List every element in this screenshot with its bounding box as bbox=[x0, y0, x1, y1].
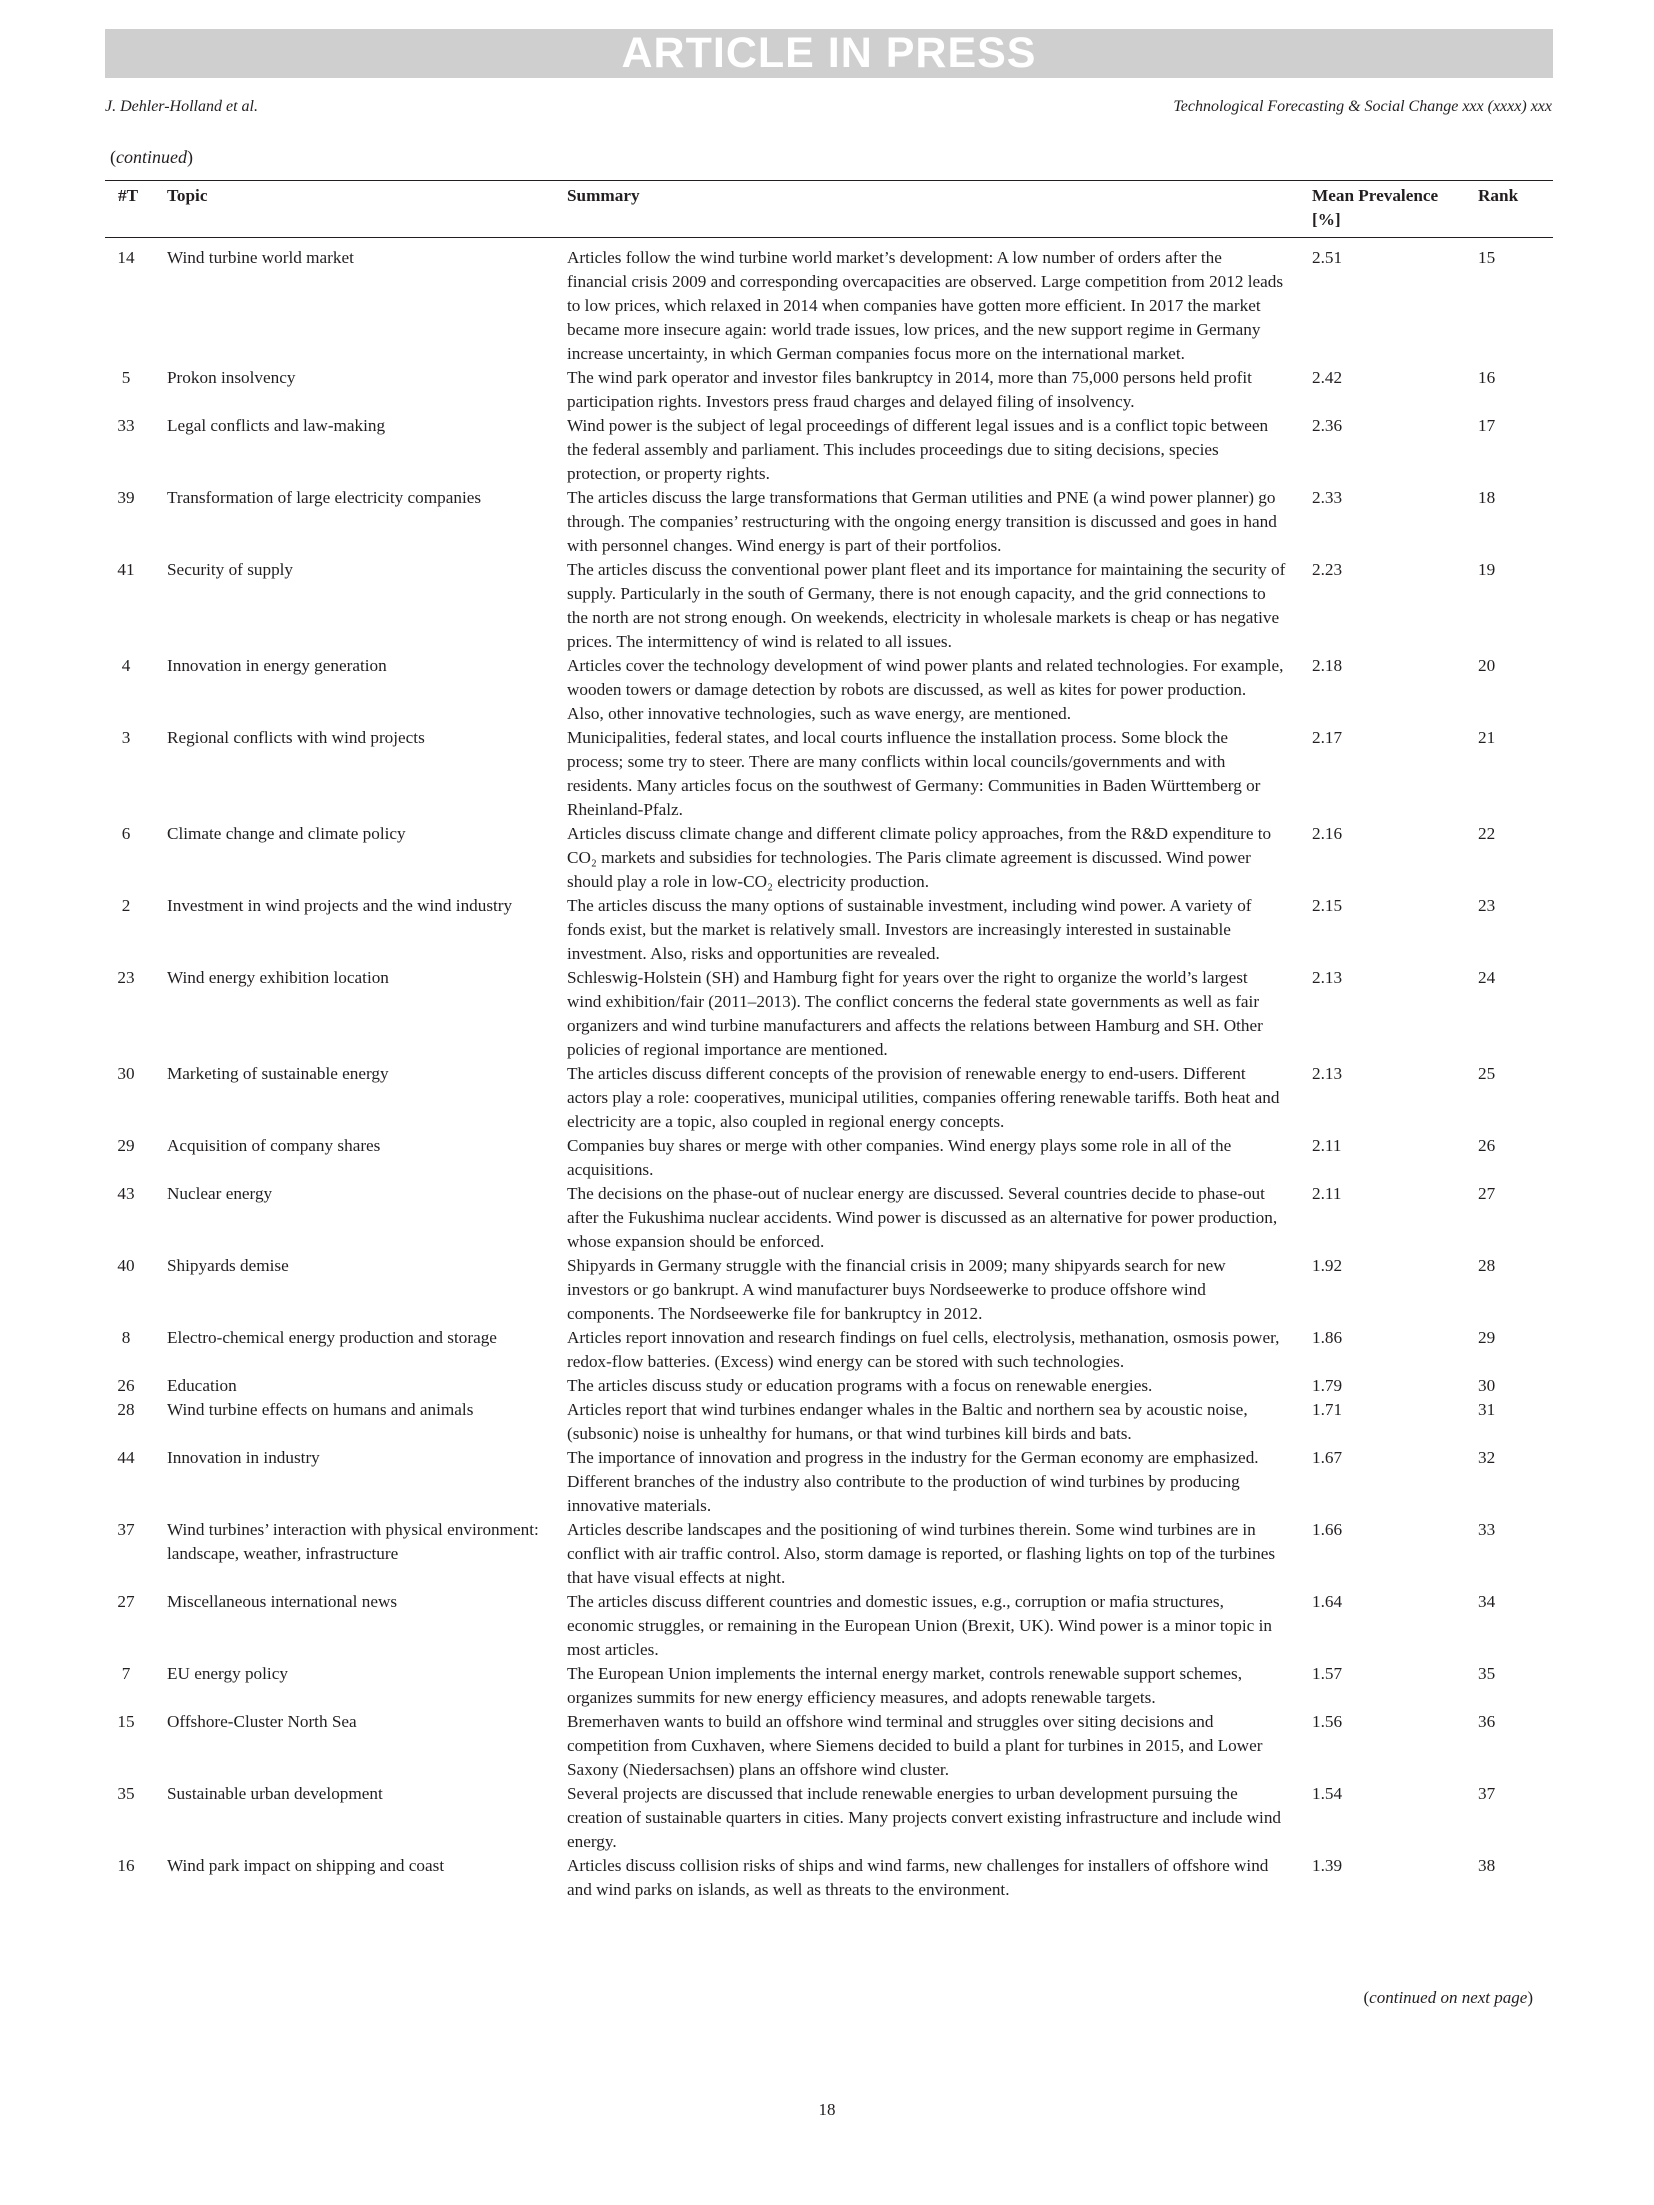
header-id: #T bbox=[117, 186, 139, 205]
cell-topic-name: Security of supply bbox=[167, 560, 294, 579]
cell-mean-prevalence: 2.11 bbox=[1312, 1184, 1342, 1203]
cell-rank: 19 bbox=[1478, 560, 1496, 579]
cell-topic-name: Offshore-Cluster North Sea bbox=[167, 1712, 357, 1731]
cell-summary: Shipyards in Germany struggle with the financial crisis in 2009; many shipyards search for new investors or go bankrupt. A wind manufacturer buys Nordseewerke to produce offshore wind components. The Nordseewerke file for bankruptcy in 2012. bbox=[567, 1256, 1226, 1323]
cell-topic-name: Miscellaneous international news bbox=[167, 1592, 398, 1611]
cell-rank: 22 bbox=[1478, 824, 1496, 843]
cell-topic-id: 40 bbox=[117, 1256, 135, 1275]
table-row bbox=[105, 1398, 1553, 1446]
cell-topic-name: Wind turbine world market bbox=[167, 248, 354, 267]
table-row bbox=[105, 238, 1553, 367]
cell-summary: Articles discuss collision risks of ships and wind farms, new challenges for installers of offshore wind and wind parks on islands, as well as threats to the environment. bbox=[567, 1856, 1269, 1899]
continued-on-next-page: (continued on next page) bbox=[1363, 1988, 1533, 2007]
cell-topic-id: 8 bbox=[121, 1328, 131, 1347]
cell-topic-id: 28 bbox=[117, 1400, 135, 1419]
cell-mean-prevalence: 2.42 bbox=[1312, 368, 1343, 387]
cell-mean-prevalence: 2.18 bbox=[1312, 656, 1343, 675]
table-header-row bbox=[105, 181, 1553, 238]
cell-summary: Articles discuss climate change and different climate policy approaches, from the R&D expenditure to CO₂ markets and subsidies for technologies. The Paris climate agreement is discussed. Wind power should play a role in low-CO₂ electricity production. bbox=[567, 824, 1272, 891]
cell-rank: 37 bbox=[1478, 1784, 1496, 1803]
cell-summary: Articles follow the wind turbine world market’s development: A low number of orders after the financial crisis 2009 and corresponding overcapacities are observed. Large competition from 2012 leads to low prices, which relaxed in 2014 when companies have gotten more efficient. In 2017 the market became more insecure again: world trade issues, low prices, and the new support regime in Germany increase uncertainty, in which German companies focus more on the international market. bbox=[567, 248, 1284, 363]
header-rank: Rank bbox=[1478, 186, 1519, 205]
cell-topic-name: Innovation in energy generation bbox=[167, 656, 387, 675]
cell-summary: Articles cover the technology development of wind power plants and related technologies. For example, wooden towers or damage detection by robots are discussed, as well as kites for power production. Also, other innovative technologies, such as wave energy, are mentioned. bbox=[567, 656, 1284, 723]
table-row bbox=[105, 654, 1553, 726]
cell-topic-id: 15 bbox=[117, 1712, 135, 1731]
cell-topic-name: Regional conflicts with wind projects bbox=[167, 728, 425, 747]
cell-rank: 20 bbox=[1478, 656, 1496, 675]
cell-rank: 18 bbox=[1478, 488, 1496, 507]
cell-summary: The articles discuss study or education programs with a focus on renewable energies. bbox=[567, 1376, 1153, 1395]
cell-topic-name: Wind turbine effects on humans and animals bbox=[167, 1400, 474, 1419]
cell-mean-prevalence: 1.92 bbox=[1312, 1256, 1343, 1275]
table-row bbox=[105, 1662, 1553, 1710]
cell-mean-prevalence: 2.17 bbox=[1312, 728, 1343, 747]
cell-summary: The articles discuss the large transformations that German utilities and PNE (a wind power planner) go through. The companies’ restructuring with the ongoing energy transition is discussed and goes in hand with personnel changes. Wind energy is part of their portfolios. bbox=[567, 488, 1277, 555]
table-row bbox=[105, 1590, 1553, 1662]
cell-mean-prevalence: 2.23 bbox=[1312, 560, 1343, 579]
cell-summary: The articles discuss different concepts of the provision of renewable energy to end-users. Different actors play a role: cooperatives, municipal utilities, companies offering renewable tariffs. Both heat and electricity are a topic, also coupled in regional energy concepts. bbox=[567, 1064, 1280, 1131]
cell-mean-prevalence: 1.64 bbox=[1312, 1592, 1343, 1611]
cell-summary: The importance of innovation and progress in the industry for the German economy are emphasized. Different branches of the industry also contribute to the production of wind turbines by producing innovative materials. bbox=[567, 1448, 1259, 1515]
cell-topic-id: 23 bbox=[117, 968, 135, 987]
cell-topic-id: 6 bbox=[121, 824, 131, 843]
cell-mean-prevalence: 2.16 bbox=[1312, 824, 1343, 843]
table-row bbox=[105, 486, 1553, 558]
cell-topic-name: Legal conflicts and law-making bbox=[167, 416, 386, 435]
cell-topic-id: 2 bbox=[121, 896, 131, 915]
cell-mean-prevalence: 1.57 bbox=[1312, 1664, 1343, 1683]
cell-topic-id: 5 bbox=[121, 368, 131, 387]
cell-rank: 27 bbox=[1478, 1184, 1496, 1203]
article-in-press-banner: ARTICLE IN PRESS bbox=[105, 29, 1553, 78]
cell-topic-name: Acquisition of company shares bbox=[167, 1136, 381, 1155]
cell-mean-prevalence: 1.67 bbox=[1312, 1448, 1343, 1467]
cell-topic-id: 41 bbox=[117, 560, 135, 579]
cell-topic-id: 35 bbox=[117, 1784, 135, 1803]
cell-summary: The decisions on the phase-out of nuclear energy are discussed. Several countries decide to phase-out after the Fukushima nuclear accidents. Wind power is discussed as an alternative for power production, whose expansion should be enforced. bbox=[567, 1184, 1278, 1251]
table-row bbox=[105, 1326, 1553, 1374]
cell-topic-id: 29 bbox=[117, 1136, 135, 1155]
table-body bbox=[105, 238, 1553, 1903]
table-row bbox=[105, 966, 1553, 1062]
table-row bbox=[105, 1374, 1553, 1398]
table-row bbox=[105, 414, 1553, 486]
table-continued-label: (continued) bbox=[110, 147, 193, 167]
running-head-authors: J. Dehler-Holland et al. bbox=[105, 98, 258, 115]
cell-topic-name: Wind energy exhibition location bbox=[167, 968, 389, 987]
cell-topic-id: 3 bbox=[121, 728, 131, 747]
cell-summary: Several projects are discussed that include renewable energies to urban development pursuing the creation of sustainable quarters in cities. Many projects convert existing infrastructure and include wind energy. bbox=[567, 1784, 1282, 1851]
cell-topic-id: 44 bbox=[117, 1448, 135, 1467]
cell-topic-id: 30 bbox=[117, 1064, 135, 1083]
cell-topic-name: Climate change and climate policy bbox=[167, 824, 406, 843]
cell-mean-prevalence: 1.39 bbox=[1312, 1856, 1343, 1875]
cell-rank: 28 bbox=[1478, 1256, 1496, 1275]
header-summary: Summary bbox=[567, 186, 640, 205]
header-topic: Topic bbox=[167, 186, 208, 205]
table-row bbox=[105, 1854, 1553, 1902]
cell-topic-id: 14 bbox=[117, 248, 135, 267]
cell-topic-name: Shipyards demise bbox=[167, 1256, 289, 1275]
cell-topic-id: 7 bbox=[121, 1664, 131, 1683]
table-row bbox=[105, 1182, 1553, 1254]
cell-summary: Wind power is the subject of legal proceedings of different legal issues and is a conflict topic between the federal assembly and parliament. This includes proceedings due to siting decisions, species protection, or property rights. bbox=[567, 416, 1269, 483]
table-row bbox=[105, 894, 1553, 966]
table-row bbox=[105, 822, 1553, 894]
cell-summary: The articles discuss the conventional power plant fleet and its importance for maintaining the security of supply. Particularly in the south of Germany, there is not enough capacity, and the grid connections to the north are not strong enough. On weekends, electricity in wholesale markets is cheap or has negative prices. The intermittency of wind is related to all issues. bbox=[567, 560, 1286, 651]
cell-rank: 21 bbox=[1478, 728, 1496, 747]
cell-topic-id: 37 bbox=[117, 1520, 135, 1539]
cell-rank: 16 bbox=[1478, 368, 1496, 387]
cell-topic-name: Innovation in industry bbox=[167, 1448, 320, 1467]
cell-mean-prevalence: 1.54 bbox=[1312, 1784, 1343, 1803]
cell-rank: 38 bbox=[1478, 1856, 1496, 1875]
table-row bbox=[105, 1446, 1553, 1518]
cell-mean-prevalence: 2.13 bbox=[1312, 968, 1343, 987]
cell-topic-name: Education bbox=[167, 1376, 237, 1395]
table-row bbox=[105, 366, 1553, 414]
cell-mean-prevalence: 1.66 bbox=[1312, 1520, 1343, 1539]
cell-rank: 35 bbox=[1478, 1664, 1496, 1683]
cell-mean-prevalence: 2.36 bbox=[1312, 416, 1343, 435]
cell-topic-name: Wind turbines’ interaction with physical environment: landscape, weather, infrastructure bbox=[167, 1520, 539, 1563]
cell-mean-prevalence: 2.15 bbox=[1312, 896, 1343, 915]
cell-rank: 30 bbox=[1478, 1376, 1496, 1395]
page-number: 18 bbox=[818, 2100, 836, 2119]
cell-rank: 31 bbox=[1478, 1400, 1496, 1419]
cell-mean-prevalence: 2.51 bbox=[1312, 248, 1343, 267]
cell-rank: 17 bbox=[1478, 416, 1496, 435]
cell-topic-id: 33 bbox=[117, 416, 135, 435]
cell-mean-prevalence: 2.11 bbox=[1312, 1136, 1342, 1155]
table-row bbox=[105, 1062, 1553, 1134]
cell-topic-id: 39 bbox=[117, 488, 135, 507]
cell-mean-prevalence: 2.13 bbox=[1312, 1064, 1343, 1083]
cell-topic-name: Nuclear energy bbox=[167, 1184, 273, 1203]
cell-rank: 23 bbox=[1478, 896, 1496, 915]
table-row bbox=[105, 1782, 1553, 1854]
cell-topic-name: EU energy policy bbox=[167, 1664, 288, 1683]
continued-next-text: continued on next page bbox=[1369, 1988, 1528, 2007]
cell-summary: Schleswig-Holstein (SH) and Hamburg fight for years over the right to organize the world’s largest wind exhibition/fair (2011–2013). The conflict concerns the federal state governments as well as fair organizers and wind turbine manufacturers and affects the relations between Hamburg and SH. Other policies of regional importance are mentioned. bbox=[567, 968, 1263, 1059]
cell-summary: Bremerhaven wants to build an offshore wind terminal and struggles over siting decisions and competition from Cuxhaven, where Siemens decided to build a plant for turbines in 2015, and Lower Saxony (Niedersachsen) plans an offshore wind cluster. bbox=[567, 1712, 1263, 1779]
topics-table bbox=[105, 180, 1553, 1902]
table-row bbox=[105, 1710, 1553, 1782]
cell-topic-name: Transformation of large electricity companies bbox=[167, 488, 482, 507]
cell-summary: The articles discuss the many options of sustainable investment, including wind power. A variety of fonds exist, but the market is relatively small. Investors are increasingly interested in sustainable investment. Also, risks and opportunities are revealed. bbox=[567, 896, 1252, 963]
cell-topic-id: 43 bbox=[117, 1184, 135, 1203]
cell-summary: Articles describe landscapes and the positioning of wind turbines therein. Some wind turbines are in conflict with air traffic control. Also, storm damage is reported, or flashing lights on top of the turbines that have visual effects at night. bbox=[567, 1520, 1276, 1587]
cell-rank: 24 bbox=[1478, 968, 1496, 987]
cell-topic-name: Investment in wind projects and the wind industry bbox=[167, 896, 513, 915]
cell-mean-prevalence: 1.71 bbox=[1312, 1400, 1343, 1419]
cell-mean-prevalence: 1.79 bbox=[1312, 1376, 1343, 1395]
cell-rank: 34 bbox=[1478, 1592, 1496, 1611]
cell-summary: The European Union implements the internal energy market, controls renewable support schemes, organizes summits for new energy efficiency measures, and adopts renewable targets. bbox=[567, 1664, 1243, 1707]
cell-topic-id: 26 bbox=[117, 1376, 135, 1395]
cell-topic-name: Electro-chemical energy production and storage bbox=[167, 1328, 497, 1347]
cell-rank: 25 bbox=[1478, 1064, 1496, 1083]
cell-mean-prevalence: 2.33 bbox=[1312, 488, 1343, 507]
cell-summary: Companies buy shares or merge with other companies. Wind energy plays some role in all of the acquisitions. bbox=[567, 1136, 1232, 1179]
cell-topic-id: 16 bbox=[117, 1856, 135, 1875]
cell-summary: Articles report innovation and research findings on fuel cells, electrolysis, methanation, osmosis power, redox-flow batteries. (Excess) wind energy can be stored with such technologies. bbox=[567, 1328, 1280, 1371]
cell-rank: 29 bbox=[1478, 1328, 1496, 1347]
continued-text: continued bbox=[116, 147, 187, 167]
cell-topic-id: 27 bbox=[117, 1592, 135, 1611]
cell-rank: 33 bbox=[1478, 1520, 1496, 1539]
cell-rank: 32 bbox=[1478, 1448, 1496, 1467]
table-row bbox=[105, 1518, 1553, 1590]
table-row bbox=[105, 558, 1553, 654]
cell-mean-prevalence: 1.56 bbox=[1312, 1712, 1343, 1731]
cell-rank: 26 bbox=[1478, 1136, 1496, 1155]
cell-topic-name: Wind park impact on shipping and coast bbox=[167, 1856, 445, 1875]
cell-summary: The articles discuss different countries and domestic issues, e.g., corruption or mafia structures, economic struggles, or remaining in the European Union (Brexit, UK). Wind power is a minor topic in most articles. bbox=[567, 1592, 1272, 1659]
table-row bbox=[105, 1254, 1553, 1326]
cell-rank: 36 bbox=[1478, 1712, 1496, 1731]
header-mean-prevalence: Mean Prevalence [%] bbox=[1312, 186, 1439, 229]
table-row bbox=[105, 1134, 1553, 1182]
cell-topic-name: Prokon insolvency bbox=[167, 368, 296, 387]
cell-topic-name: Marketing of sustainable energy bbox=[167, 1064, 389, 1083]
cell-summary: Municipalities, federal states, and local courts influence the installation process. Some block the process; some try to steer. There are many conflicts within local councils/governments and with residents. Many articles focus on the southwest of Germany: Communities in Baden Württemberg or Rheinland-Pfalz. bbox=[567, 728, 1261, 819]
cell-topic-name: Sustainable urban development bbox=[167, 1784, 383, 1803]
table-row bbox=[105, 726, 1553, 822]
cell-topic-id: 4 bbox=[121, 656, 131, 675]
cell-rank: 15 bbox=[1478, 248, 1496, 267]
cell-summary: The wind park operator and investor files bankruptcy in 2014, more than 75,000 persons held profit participation rights. Investors press fraud charges and delayed filing of insolvency. bbox=[567, 368, 1252, 411]
cell-summary: Articles report that wind turbines endanger whales in the Baltic and northern sea by acoustic noise, (subsonic) noise is unhealthy for humans, or that wind turbines kill birds and bats. bbox=[567, 1400, 1248, 1443]
running-head-journal: Technological Forecasting & Social Change xxx (xxxx) xxx bbox=[1173, 98, 1552, 115]
cell-mean-prevalence: 1.86 bbox=[1312, 1328, 1343, 1347]
